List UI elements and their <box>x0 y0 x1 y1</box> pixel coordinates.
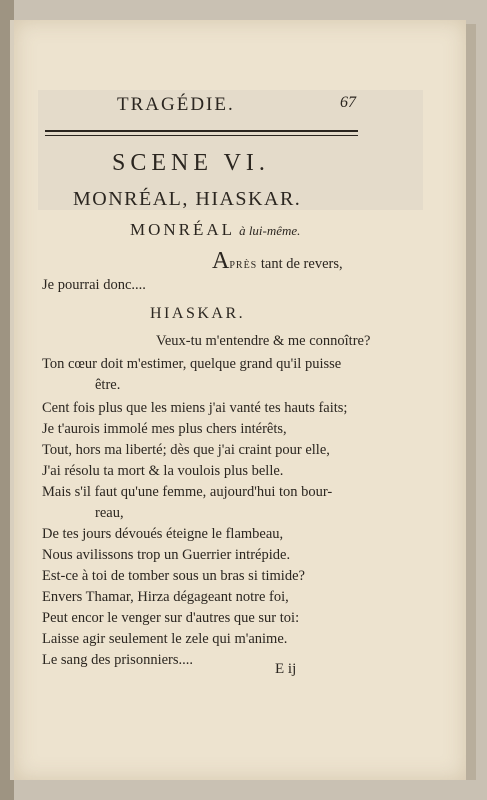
verse-line: Envers Thamar, Hirza dégageant notre foi, <box>42 589 289 605</box>
verse-line: Ton cœur doit m'estimer, quelque grand qu'il puisse <box>42 356 342 372</box>
verse-line: Est-ce à toi de tomber sous un bras si timide? <box>42 568 305 584</box>
line-rest: tant de revers, <box>257 256 343 272</box>
verse-line: être. <box>95 377 121 393</box>
verse-line: Peut encor le venger sur d'autres que sur toi: <box>42 610 300 626</box>
page-header <box>0 94 487 120</box>
verse-line: Mais s'il faut qu'une femme, aujourd'hui ton bour- <box>42 484 333 500</box>
verse-line: Le sang des prisonniers.... <box>42 652 194 668</box>
speaker-name: MONRÉAL <box>130 220 236 239</box>
running-title: TRAGÉDIE. <box>117 94 235 115</box>
speaker-hiaskar: HIASKAR. <box>150 305 246 322</box>
stage-direction: à lui-même. <box>239 223 301 238</box>
scene-title: SCENE VI. <box>112 150 270 176</box>
drop-cap: A <box>212 248 230 274</box>
header-rule-thick <box>45 130 358 132</box>
verse-line: J'ai résolu ta mort & la voulois plus belle. <box>42 463 284 479</box>
verse-line: Veux-tu m'entendre & me connoître? <box>156 333 371 349</box>
small-caps: PRÈS <box>229 260 258 271</box>
verse-line: Je t'aurois immolé mes plus chers intérêts, <box>42 421 287 437</box>
verse-line: Nous avilissons trop un Guerrier intrépide. <box>42 547 291 563</box>
verse-line <box>212 248 343 275</box>
verse-line: Cent fois plus que les miens j'ai vanté tes hauts faits; <box>42 400 348 416</box>
verse-line: Laisse agir seulement le zele qui m'anime. <box>42 631 288 647</box>
speaker-monreal <box>130 220 300 240</box>
header-rule-thin <box>45 135 358 136</box>
page-number: 67 <box>340 94 356 111</box>
verse-line: De tes jours dévoués éteigne le flambeau, <box>42 526 284 542</box>
scene-characters: MONRÉAL, HIASKAR. <box>73 188 302 210</box>
verse-line: reau, <box>95 505 124 521</box>
page-edge-shadow <box>466 24 476 780</box>
verse-line: Tout, hors ma liberté; dès que j'ai craint pour elle, <box>42 442 330 458</box>
verse-line: Je pourrai donc.... <box>42 277 146 293</box>
signature-mark: E ij <box>275 661 297 677</box>
